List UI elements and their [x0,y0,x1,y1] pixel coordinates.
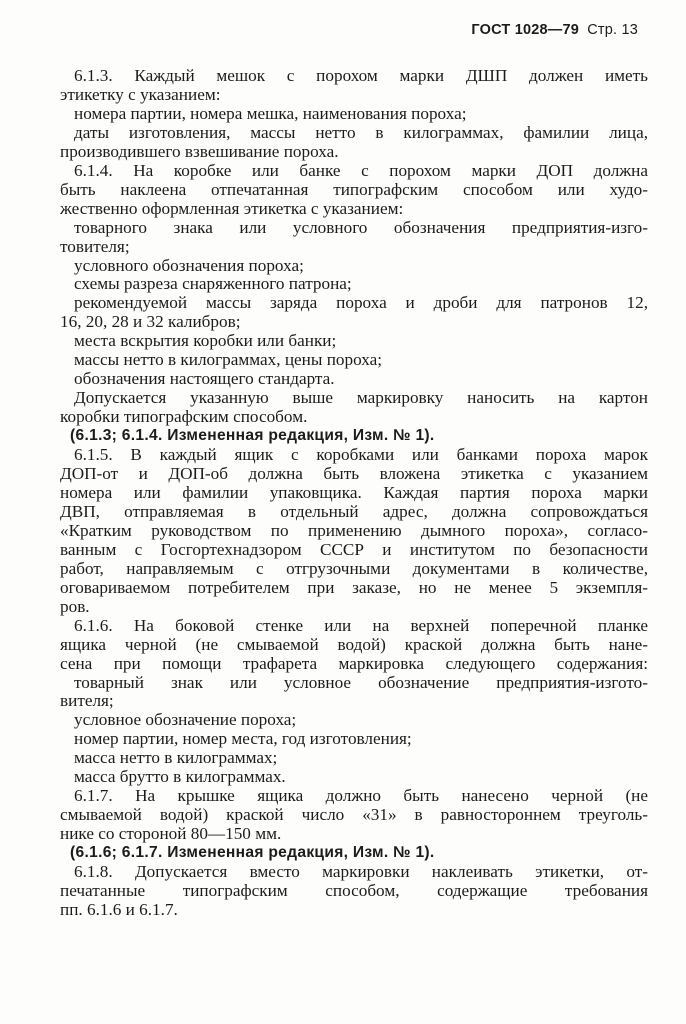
amendment-note: (6.1.6; 6.1.7. Измененная редакция, Изм. № 1). [70,844,435,862]
text-line: номер партии, номер места, год изготовления; [74,729,412,749]
text-line: этикетку с указанием: [60,84,221,104]
text-line: «Кратким руководством по применению дымного пороха», согласо- [60,520,648,540]
text-line: печатанные типографским способом, содержащие требования [60,880,648,900]
text-line: места вскрытия коробки или банки; [74,331,337,351]
text-line: номера партии, номера мешка, наименования пороха; [74,103,467,123]
text-line: 6.1.7. На крышке ящика должно быть нанесено черной (не [74,786,648,806]
text-line: быть наклеена отпечатанная типографским способом или худо- [60,179,648,199]
text-line: массы нетто в килограммах, цены пороха; [74,350,383,370]
text-line: ванным с Госгортехнадзором СССР и институтом по безопасности [60,539,648,559]
amendment-note: (6.1.3; 6.1.4. Измененная редакция, Изм. № 1). [70,427,435,445]
text-line: схемы разреза снаряженного патрона; [74,274,352,294]
text-line: 16, 20, 28 и 32 калибров; [60,312,241,332]
text-line: 6.1.4. На коробке или банке с порохом марки ДОП должна [74,160,648,180]
text-line: ДОП-от и ДОП-об должна быть вложена этикетка с указанием [60,464,648,484]
text-line: коробки типографским способом. [60,407,308,427]
text-line: масса брутто в килограммах. [74,767,286,787]
text-line: товарный знак или условное обозначение предприятия-изгото- [74,672,648,692]
text-line: номера или фамилии упаковщика. Каждая партия пороха марки [60,482,648,502]
text-line: Допускается указанную выше маркировку наносить на картон [74,388,648,408]
text-line: вителя; [60,691,114,711]
text-line: товителя; [60,236,130,256]
text-line: 6.1.8. Допускается вместо маркировки наклеивать этикетки, от- [74,862,648,882]
text-line: ящика черной (не смываемой водой) краской должна быть нане- [60,634,648,654]
page-number: Стр. 13 [587,22,638,38]
text-line: 6.1.5. В каждый ящик с коробками или банками пороха марок [74,445,648,465]
text-line: обозначения настоящего стандарта. [74,369,335,389]
text-line: пп. 6.1.6 и 6.1.7. [60,899,178,919]
text-line: производившего взвешивание пороха. [60,141,339,161]
text-line: ров. [60,596,90,616]
text-line: товарного знака или условного обозначения предприятия-изго- [74,217,648,237]
document-body [60,67,648,920]
text-line: жественно оформленная этикетка с указанием: [60,198,404,218]
text-line: смываемой водой) краской число «31» в равностороннем треуголь- [60,805,648,825]
text-line: 6.1.6. На боковой стенке или на верхней поперечной планке [74,615,648,635]
text-line: рекомендуемой массы заряда пороха и дроби для патронов 12, [74,293,648,313]
text-line: 6.1.3. Каждый мешок с порохом марки ДШП должен иметь [74,66,648,85]
text-line: нике со стороной 80—150 мм. [60,824,282,844]
text-line: ДВП, отправляемая в отдельный адрес, должна сопровождаться [60,501,648,521]
text-line: работ, направляемым с отгрузочными документами в количестве, [60,558,648,578]
standard-number: ГОСТ 1028—79 [471,22,579,38]
text-line: условное обозначение пороха; [74,710,297,730]
text-line: оговариваемом потребителем при заказе, но не менее 5 экземпля- [60,577,648,597]
text-line: масса нетто в килограммах; [74,748,278,768]
page-header [471,22,638,38]
text-line: сена при помощи трафарета маркировка следующего содержания: [60,653,648,673]
text-line: условного обозначения пороха; [74,255,304,275]
text-line: даты изготовления, массы нетто в килограммах, фамилии лица, [74,122,648,142]
